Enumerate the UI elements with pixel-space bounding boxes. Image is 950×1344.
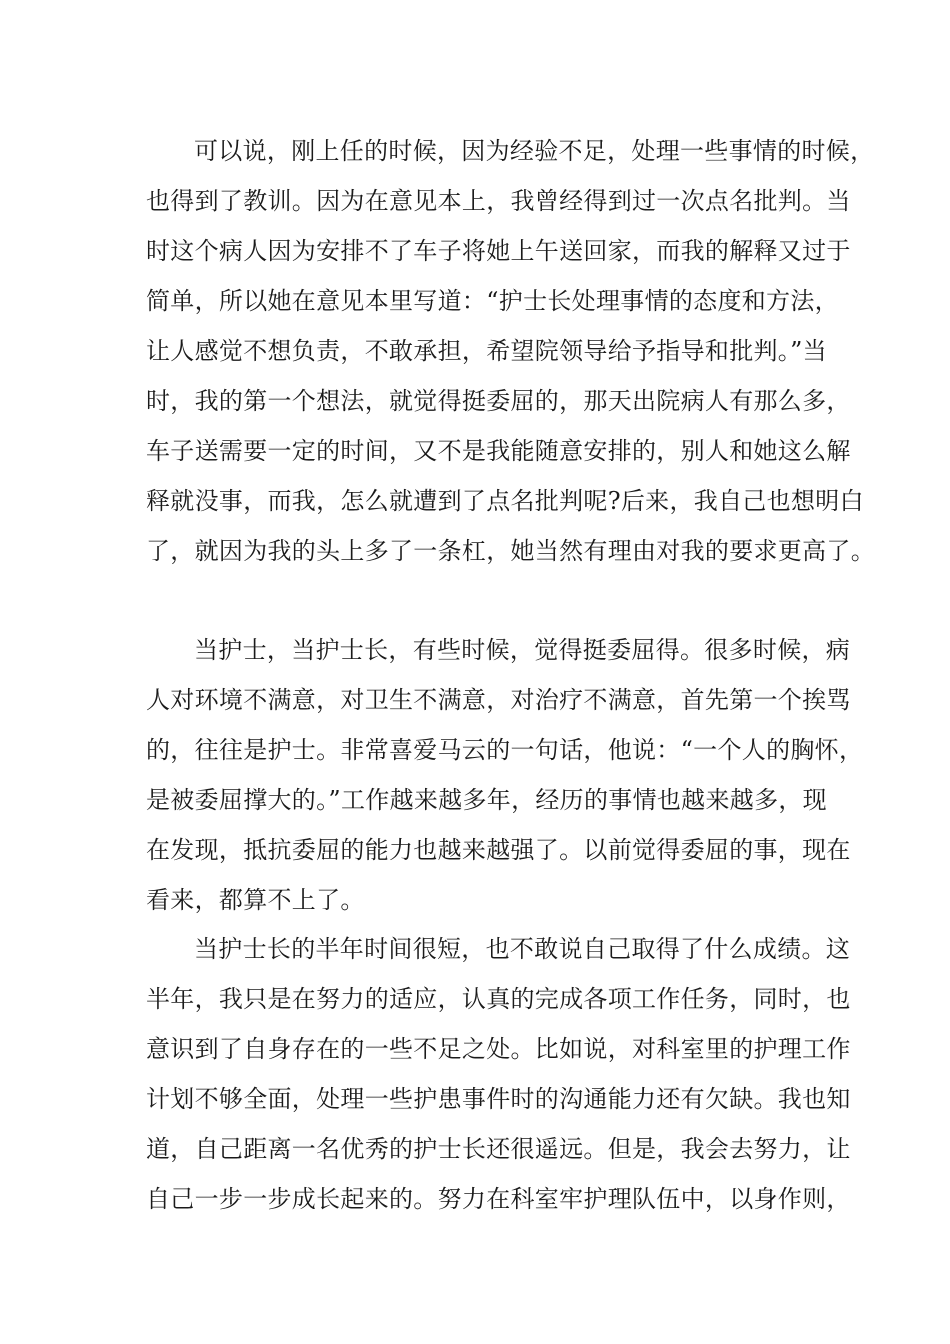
text-line: 车子送需要一定的时间，又不是我能随意安排的，别人和她这么解 [146, 437, 851, 465]
text-line: 自己一步一步成长起来的。努力在科室牢护理队伍中，以身作则， [146, 1185, 851, 1213]
text-line: 时这个病人因为安排不了车子将她上午送回家，而我的解释又过于 [146, 237, 851, 265]
text-line: 意识到了自身存在的一些不足之处。比如说，对科室里的护理工作 [146, 1035, 851, 1063]
text-line: 人对环境不满意，对卫生不满意，对治疗不满意，首先第一个挨骂 [146, 686, 851, 714]
text-line: 也得到了教训。因为在意见本上，我曾经得到过一次点名批判。当 [146, 187, 851, 215]
text-line: 释就没事，而我，怎么就遭到了点名批判呢?后来，我自己也想明白 [146, 487, 864, 515]
text-line: 半年，我只是在努力的适应，认真的完成各项工作任务，同时，也 [146, 985, 851, 1013]
text-line: 道，自己距离一名优秀的护士长还很遥远。但是，我会去努力，让 [146, 1135, 851, 1163]
text-line: 可以说，刚上任的时候，因为经验不足，处理一些事情的时候， [194, 137, 875, 165]
text-line: 的，往往是护士。非常喜爱马云的一句话，他说：“一个人的胸怀， [146, 736, 864, 764]
text-line: 是被委屈撑大的。”工作越来越多年，经历的事情也越来越多，现 [146, 786, 827, 814]
text-line: 了，就因为我的头上多了一条杠，她当然有理由对我的要求更高了。 [146, 537, 875, 565]
text-line: 当护士，当护士长，有些时候，觉得挺委屈得。很多时候，病 [194, 636, 851, 664]
text-line: 时，我的第一个想法，就觉得挺委屈的，那天出院病人有那么多， [146, 387, 851, 415]
text-line: 在发现，抵抗委屈的能力也越来越强了。以前觉得委屈的事，现在 [146, 836, 851, 864]
text-line: 当护士长的半年时间很短，也不敢说自己取得了什么成绩。这 [194, 935, 851, 963]
text-line: 简单，所以她在意见本里写道：“护士长处理事情的态度和方法， [146, 287, 839, 315]
text-line: 让人感觉不想负责，不敢承担，希望院领导给予指导和批判。”当 [146, 337, 827, 365]
text-line: 计划不够全面，处理一些护患事件时的沟通能力还有欠缺。我也知 [146, 1085, 851, 1113]
text-line: 看来，都算不上了。 [146, 886, 365, 914]
